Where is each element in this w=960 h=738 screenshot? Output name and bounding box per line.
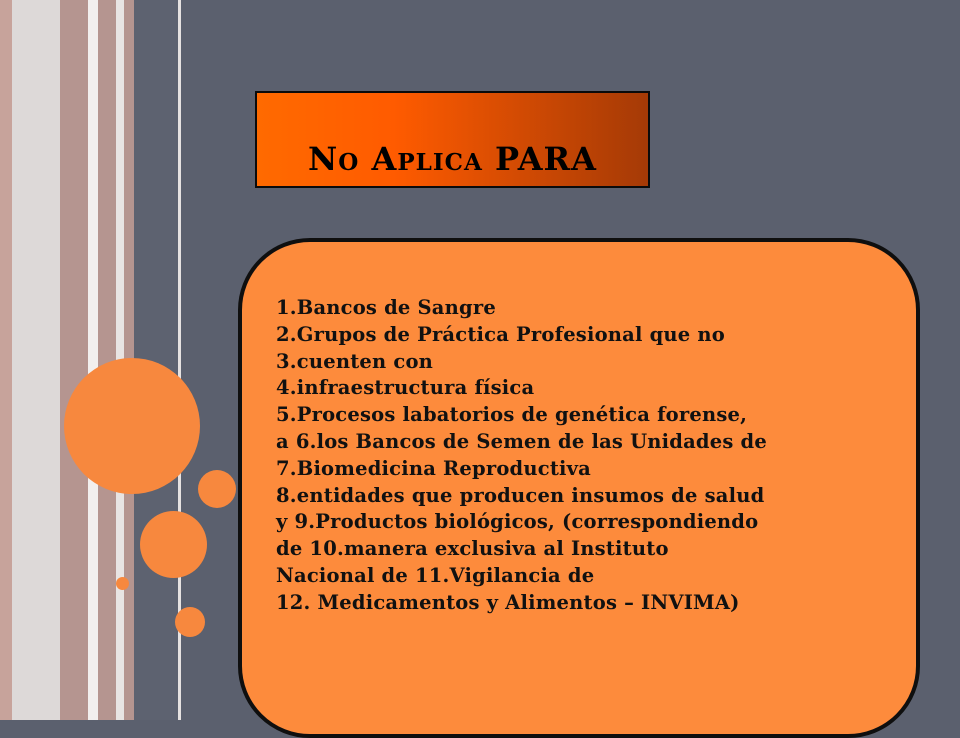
exclusion-list: [276, 295, 767, 617]
content-box: [238, 238, 920, 738]
title-box: [255, 91, 650, 188]
slide-title: NO APLICA PARA: [308, 140, 597, 178]
list-item: 3.cuenten con: [276, 349, 434, 373]
list-item: 4.infraestructura física: [276, 376, 535, 400]
list-item: 2.Grupos de Práctica Profesional que no: [276, 322, 725, 346]
decor-stripe: [12, 0, 60, 720]
decor-circle: [116, 577, 129, 590]
decor-circle: [64, 358, 200, 494]
decor-circle: [198, 470, 236, 508]
decor-stripe: [88, 0, 98, 720]
decor-circle: [175, 607, 205, 637]
decor-circle: [140, 511, 207, 578]
decor-stripe: [60, 0, 88, 720]
list-item: 7.Biomedicina Reproductiva: [276, 456, 592, 480]
list-item: Nacional de 11.Vigilancia de: [276, 563, 595, 587]
list-item: a 6.los Bancos de Semen de las Unidades de: [276, 429, 767, 453]
decor-stripe: [0, 0, 12, 720]
list-item: 1.Bancos de Sangre: [276, 296, 496, 319]
list-item: 5.Procesos labatorios de genética forense,: [276, 403, 748, 427]
list-item: de 10.manera exclusiva al Instituto: [276, 537, 669, 561]
list-item: y 9.Productos biológicos, (correspondiendo: [276, 510, 759, 534]
list-item: 12. Medicamentos y Alimentos – INVIMA): [276, 590, 740, 614]
list-item: 8.entidades que producen insumos de salud: [276, 483, 765, 507]
